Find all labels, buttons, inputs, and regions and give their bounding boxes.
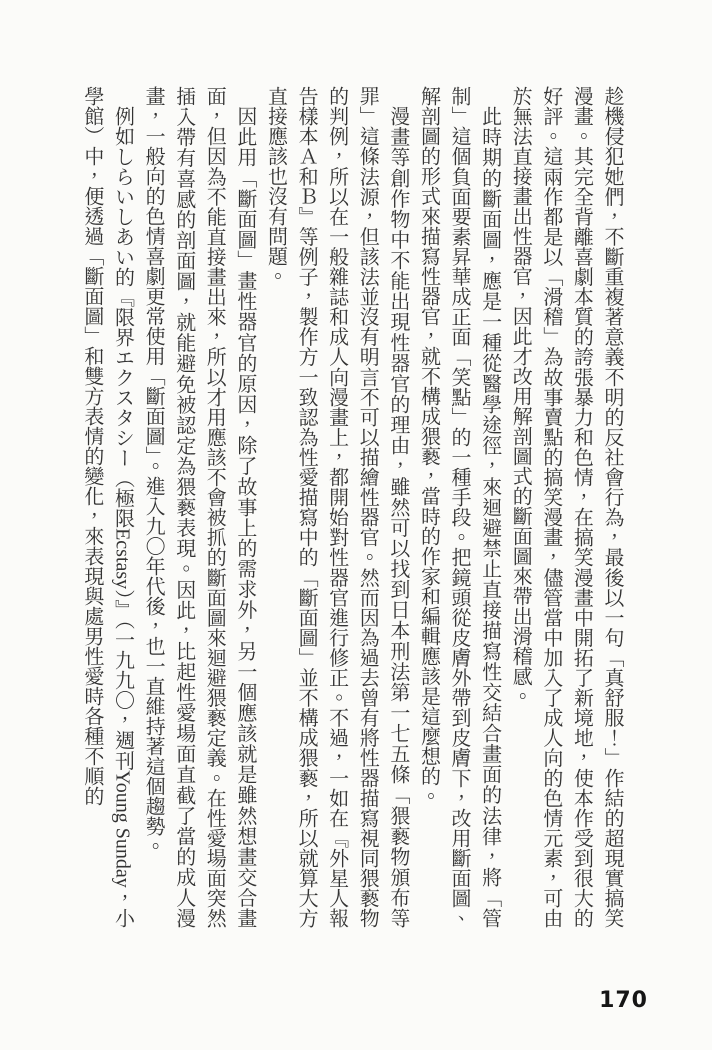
paragraph-5: 例如しらいしあい的『限界エクスタシー（極限Ecstasy）』（一九九〇，週刊Young Sunday，小學館）中，便透過「斷面圖」和雙方表情的變化，來表現與處男性愛時各種不順的 (80, 86, 134, 928)
vertical-text-block (76, 86, 627, 928)
paragraph-2: 此時期的斷面圖，應是一種從醫學途徑，來迴避禁止直接描寫性交結合畫面的法律，將「管制」這個負面要素昇華成正面「笑點」的一種手段。把鏡頭從皮膚外帶到皮膚下，改用斷面圖、解剖圖的形式來描寫性器官，就不構成猥褻，當時的作家和編輯應該是這麼想的。 (417, 86, 501, 928)
page-number: 170 (599, 988, 648, 1013)
paragraph-1: 趁機侵犯她們，不斷重複著意義不明的反社會行為，最後以一句「真舒服！」作結的超現實搞笑漫畫。其完全背離喜劇本質的誇張暴力和色情，在搞笑漫畫中開拓了新境地，使本作受到很大的好評。這兩作都是以「滑稽」為故事賣點的搞笑漫畫，儘管當中加入了成人向的色情元素，可由於無法直接畫出性器官，因此才改用解剖圖式的斷面圖來帶出滑稽感。 (509, 86, 623, 928)
paragraph-3: 漫畫等創作物中不能出現性器官的理由，雖然可以找到日本刑法第一七五條「猥褻物頒布等罪」這條法源，但該法並沒有明言不可以描繪性器官。然而因為過去曾有將性器描寫視同猥褻物的判例，所以在一般雜誌和成人向漫畫上，都開始對性器官進行修正。不過，一如在『外星人報告樣本Ａ和Ｂ』等例子，製作方一致認為性愛描寫中的「斷面圖」並不構成猥褻，所以就算大方直接應該也沒有問題。 (264, 86, 409, 928)
paragraph-4: 因此用「斷面圖」畫性器官的原因，除了故事上的需求外，另一個應該就是雖然想畫交合畫面，但因為不能直接畫出來，所以才用應該不會被抓的斷面圖來迴避猥褻定義。在性愛場面突然插入帶有喜感的剖面圖，就能避免被認定為猥褻表現。因此，比起性愛場面直截了當的成人漫畫，一般向的色情喜劇更常使用「斷面圖」。進入九〇年代後，也一直維持著這個趨勢。 (142, 86, 256, 928)
